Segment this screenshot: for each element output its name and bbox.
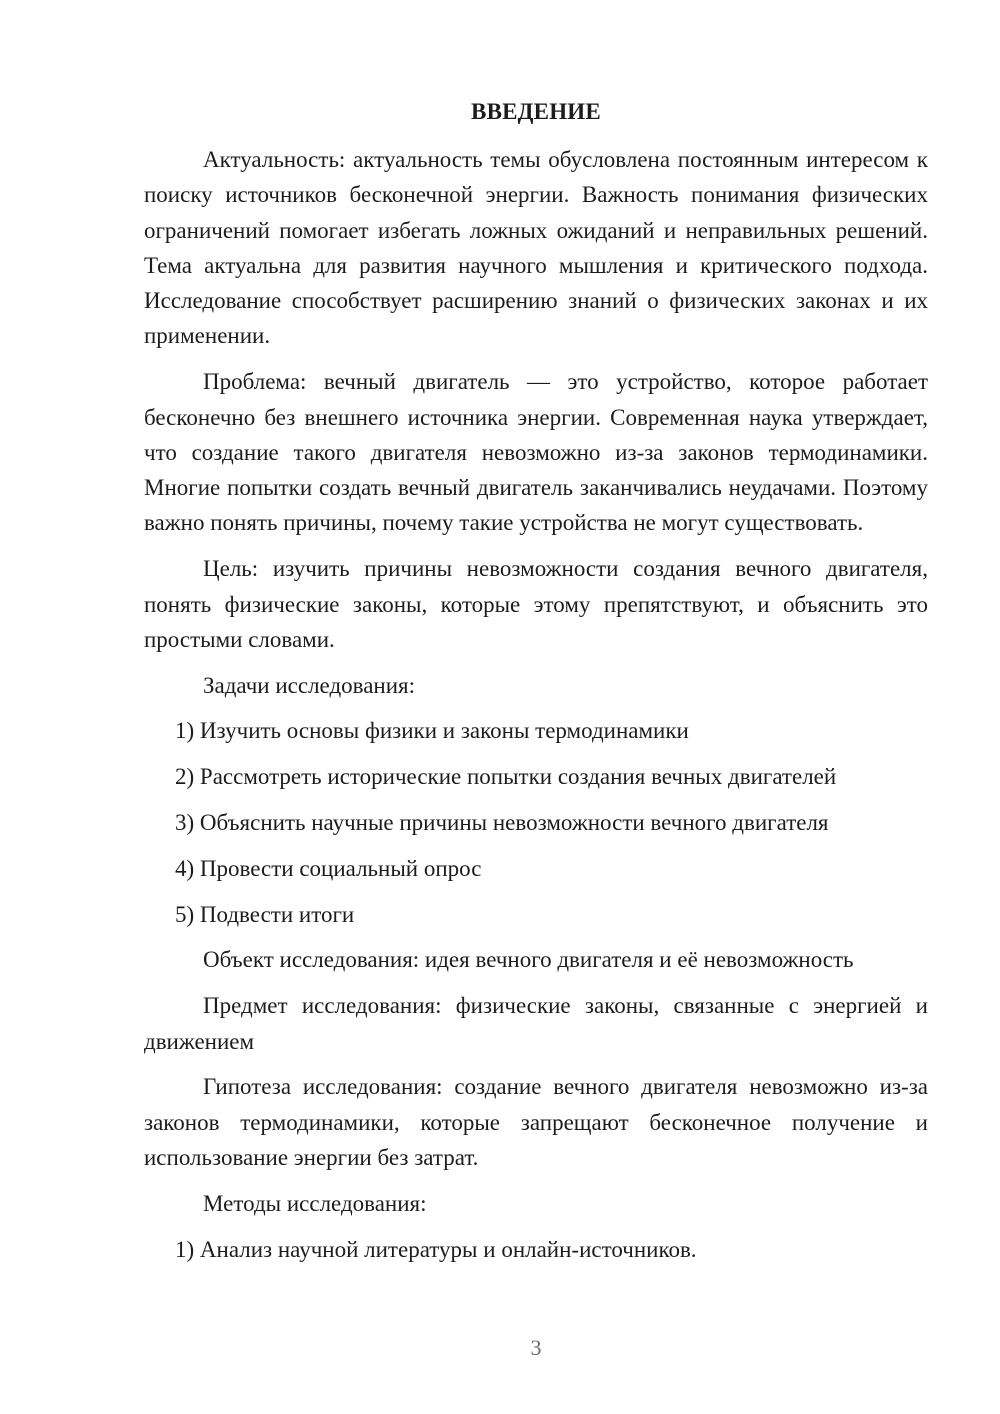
object-paragraph: Объект исследования: идея вечного двигателя и её невозможность: [203, 947, 854, 973]
method-item: 1) Анализ научной литературы и онлайн-источников.: [175, 1236, 697, 1262]
relevance-paragraph: Актуальность: актуальность темы обусловлена постоянным интересом к поиску источников бесконечной энергии. Важность понимания физических ограничений помогает избегать ложных ожиданий и неправильных решений. Тема актуальна для развития научного мышления и критического подхода. Исследование способствует расширению знаний о физических законах и их применении.: [144, 147, 928, 349]
section-title: ВВЕДЕНИЕ: [471, 99, 601, 124]
body-text: [144, 142, 928, 1267]
goal-paragraph: Цель: изучить причины невозможности создания вечного двигателя, понять физические законы, которые этому препятствуют, и объяснить это простыми словами.: [144, 556, 928, 652]
problem-paragraph: Проблема: вечный двигатель — это устройство, которое работает бесконечно без внешнего источника энергии. Современная наука утверждает, что создание такого двигателя невозможно из-за законов термодинамики. Многие попытки создать вечный двигатель заканчивались неудачами. Поэтому важно понять причины, почему такие устройства не могут существовать.: [144, 369, 928, 536]
task-item: 4) Провести социальный опрос: [175, 855, 482, 881]
task-item: 5) Подвести итоги: [175, 901, 355, 927]
methods-heading: Методы исследования:: [203, 1190, 427, 1216]
hypothesis-paragraph: Гипотеза исследования: создание вечного двигателя невозможно из-за законов термодинамики, которые запрещают бесконечное получение и использование энергии без затрат.: [144, 1074, 928, 1170]
page-number: 3: [530, 1335, 542, 1360]
task-item: 3) Объяснить научные причины невозможности вечного двигателя: [175, 810, 829, 836]
subject-paragraph: Предмет исследования: физические законы, связанные с энергией и движением: [144, 993, 928, 1054]
task-item: 1) Изучить основы физики и законы термодинамики: [175, 718, 689, 744]
tasks-heading: Задачи исследования:: [203, 672, 416, 698]
task-item: 2) Рассмотреть исторические попытки создания вечных двигателей: [175, 764, 837, 790]
